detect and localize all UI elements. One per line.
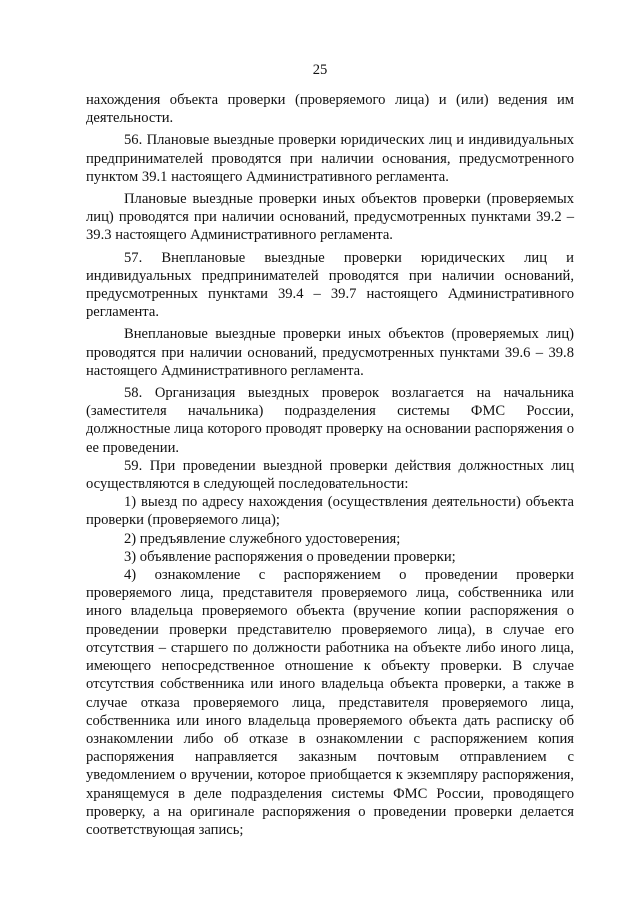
list-item-59-2: 2) предъявление служебного удостоверения; [124,530,401,547]
list-item-59-4: 4) ознакомление с распоряжением о проведении проверки проверяемого лица, представителя проверяемого лица, собственника или иного владельца проверяемого объекта (вручение копии распоряжения о проведении проверки представителю проверяемого лица), в случае его отсутствия – старшего по должности работника на объекте либо иного лица, имеющего непосредственное отношение к объекту проверки. В случае отсутствия собственника или иного владельца объекта проверки, а также в случае отказа проверяемого лица, представителя проверяемого лица, собственника или иного владельца проверяемого объекта дать расписку об ознакомлении либо об отказе в ознакомлении с распоряжением копия распоряжения направляется заказным почтовым отправлением с уведомлением о вручении, которое приобщается к экземпляру распоряжения, хранящемуся в деле подразделения системы ФМС России, проводящего проверку, а на оригинале распоряжения о проведении проверки делается соответствующая запись; [86,567,574,838]
paragraph-59: 59. При проведении выездной проверки действия должностных лиц осуществляются в следующей последовательности: [86,457,574,493]
paragraph-57: 57. Внеплановые выездные проверки юридических лиц и индивидуальных предпринимателей проводятся при наличии оснований, предусмотренных пунктами 39.4 – 39.7 настоящего Административного регламента. [86,249,574,321]
paragraph-56-second: Плановые выездные проверки иных объектов проверки (проверяемых лиц) проводятся при наличии оснований, предусмотренных пунктами 39.2 – 39.3 настоящего Административного регламента. [86,191,574,244]
page-number: 25 [312,62,328,78]
paragraph-58: 58. Организация выездных проверок возлагается на начальника (заместителя начальника) подразделения системы ФМС России, должностные лица которого проводят проверку на основании распоряжения о ее проведении. [86,385,574,456]
paragraph-56: 56. Плановые выездные проверки юридических лиц и индивидуальных предпринимателей проводятся при наличии основания, предусмотренного пунктом 39.1 настоящего Административного регламента. [86,132,574,185]
paragraph-continuation: нахождения объекта проверки (проверяемого лица) и (или) ведения им деятельности. [86,92,574,127]
list-item-59-3: 3) объявление распоряжения о проведении проверки; [124,548,456,565]
paragraph-57-second: Внеплановые выездные проверки иных объектов (проверяемых лиц) проводятся при наличии оснований, предусмотренных пунктами 39.6 – 39.8 настоящего Административного регламента. [86,326,574,379]
list-item-59-1: 1) выезд по адресу нахождения (осуществления деятельности) объекта проверки (проверяемого лица); [86,494,574,529]
document-body [86,91,574,839]
